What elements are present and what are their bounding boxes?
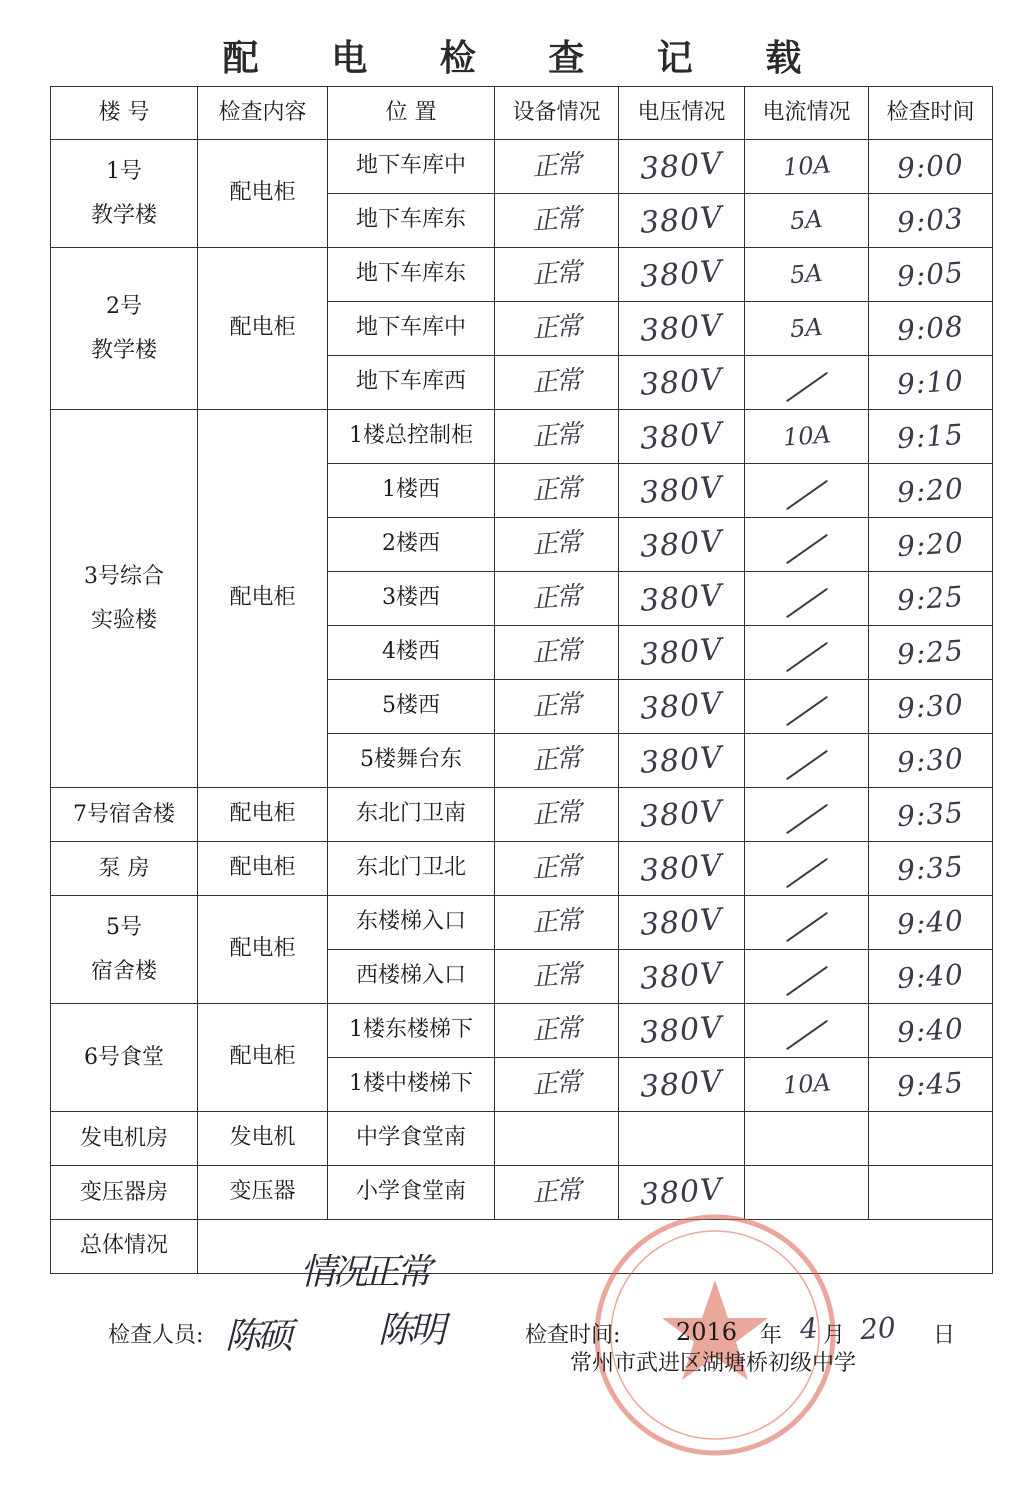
building-cell (51, 842, 198, 896)
location: 1楼西 (382, 477, 440, 503)
time-cell (869, 734, 993, 788)
equipment-cell (495, 194, 619, 248)
current-cell (745, 356, 869, 410)
building-cell (51, 896, 198, 1004)
time-cell (869, 626, 993, 680)
voltage-value: 380V (638, 685, 725, 727)
equipment-cell (495, 1004, 619, 1058)
location: 地下车库东 (355, 207, 466, 233)
building-cell (51, 1004, 198, 1112)
content-cell (198, 1112, 328, 1166)
location: 西楼梯入口 (355, 963, 466, 989)
check-time: 9:05 (895, 255, 965, 293)
building-name: 2号 教学楼 (90, 293, 157, 363)
current-dash (785, 372, 827, 402)
equipment-status: 正常 (531, 257, 582, 291)
location: 5楼西 (382, 693, 440, 719)
check-content: 配电柜 (229, 1044, 296, 1070)
location: 5楼舞台东 (360, 747, 462, 773)
voltage-value: 380V (638, 631, 725, 673)
table-header-row (51, 87, 993, 140)
building-name: 3号综合 实验楼 (84, 563, 164, 633)
equipment-status: 正常 (531, 1175, 582, 1209)
equipment-cell (495, 1112, 619, 1166)
voltage-value: 380V (638, 1171, 725, 1213)
header-building: 楼 号 (51, 87, 198, 140)
voltage-value: 380V (638, 955, 725, 997)
content-cell (198, 1166, 328, 1220)
location-cell (328, 626, 495, 680)
check-time: 9:40 (895, 1011, 965, 1049)
voltage-value: 380V (638, 307, 725, 349)
voltage-cell (619, 1058, 745, 1112)
check-time: 9:35 (895, 849, 965, 887)
check-time: 9:30 (895, 687, 965, 725)
location-cell (328, 1058, 495, 1112)
current-dash (785, 750, 827, 780)
current-dash (785, 966, 827, 996)
time-cell (869, 302, 993, 356)
location: 3楼西 (382, 585, 440, 611)
check-content: 配电柜 (229, 180, 296, 206)
location-cell (328, 194, 495, 248)
location: 地下车库中 (355, 315, 466, 341)
check-content: 配电柜 (229, 585, 296, 611)
current-dash (785, 696, 827, 726)
equipment-status: 正常 (531, 905, 582, 939)
location: 1楼东楼梯下 (349, 1017, 473, 1043)
equipment-cell (495, 410, 619, 464)
equipment-status: 正常 (531, 689, 582, 723)
inspection-table (50, 86, 993, 1274)
current-value: 10A (781, 1068, 832, 1100)
current-cell (745, 842, 869, 896)
header-location: 位 置 (328, 87, 495, 140)
check-time: 9:03 (895, 201, 965, 239)
overall-label-cell (51, 1220, 198, 1274)
building-name: 5号 宿舍楼 (90, 914, 157, 984)
table-row (51, 140, 993, 194)
day-unit: 日 (933, 1323, 956, 1348)
voltage-cell (619, 734, 745, 788)
voltage-cell (619, 518, 745, 572)
check-time: 9:40 (895, 903, 965, 941)
equipment-status: 正常 (531, 419, 582, 453)
header-time: 检查时间 (869, 87, 993, 140)
date-month: 4 (798, 1311, 819, 1346)
current-cell (745, 1058, 869, 1112)
table-row (51, 1166, 993, 1220)
equipment-cell (495, 896, 619, 950)
voltage-cell (619, 842, 745, 896)
location: 2楼西 (382, 531, 440, 557)
current-dash (785, 480, 827, 510)
check-time: 9:10 (895, 363, 965, 401)
year-unit: 年 (760, 1323, 783, 1348)
current-dash (785, 1020, 827, 1050)
equipment-status: 正常 (531, 635, 582, 669)
equipment-status: 正常 (531, 149, 582, 183)
equipment-cell (495, 356, 619, 410)
header-content: 检查内容 (198, 87, 328, 140)
footer (0, 1310, 1024, 1376)
current-value: 5A (789, 312, 824, 343)
location-cell (328, 356, 495, 410)
check-content: 配电柜 (229, 936, 296, 962)
check-time: 9:00 (895, 147, 965, 185)
inspector-signature-2: 陈明 (378, 1310, 443, 1351)
location: 中学食堂南 (355, 1125, 466, 1151)
voltage-cell (619, 302, 745, 356)
check-time: 9:25 (895, 579, 965, 617)
current-cell (745, 140, 869, 194)
location-cell (328, 1112, 495, 1166)
current-cell (745, 1112, 869, 1166)
voltage-value: 380V (638, 523, 725, 565)
voltage-cell (619, 950, 745, 1004)
table-row (51, 788, 993, 842)
building-cell (51, 1112, 198, 1166)
overall-row (51, 1220, 993, 1274)
check-time: 9:20 (895, 471, 965, 509)
current-cell (745, 896, 869, 950)
location-cell (328, 950, 495, 1004)
location-cell (328, 680, 495, 734)
building-cell (51, 140, 198, 248)
voltage-value: 380V (638, 415, 725, 457)
voltage-value: 380V (638, 901, 725, 943)
voltage-value: 380V (638, 793, 725, 835)
voltage-cell (619, 194, 745, 248)
time-cell (869, 140, 993, 194)
time-cell (869, 464, 993, 518)
check-time: 9:08 (895, 309, 965, 347)
time-cell (869, 518, 993, 572)
current-cell (745, 410, 869, 464)
current-dash (785, 588, 827, 618)
location-cell (328, 302, 495, 356)
voltage-cell (619, 1004, 745, 1058)
inspector-signature-1: 陈硕 (225, 1316, 290, 1357)
header-equipment: 设备情况 (495, 87, 619, 140)
voltage-value: 380V (638, 361, 725, 403)
current-cell (745, 572, 869, 626)
current-dash (785, 804, 827, 834)
time-cell (869, 1058, 993, 1112)
location: 东北门卫南 (355, 801, 466, 827)
equipment-status: 正常 (531, 797, 582, 831)
content-cell (198, 896, 328, 1004)
voltage-cell (619, 572, 745, 626)
building-name: 变压器房 (79, 1179, 168, 1205)
inspector-label: 检查人员: (108, 1323, 204, 1348)
equipment-cell (495, 626, 619, 680)
location-cell (328, 572, 495, 626)
voltage-cell (619, 680, 745, 734)
content-cell (198, 842, 328, 896)
current-cell (745, 734, 869, 788)
content-cell (198, 1004, 328, 1112)
voltage-cell (619, 464, 745, 518)
current-dash (785, 534, 827, 564)
time-cell (869, 248, 993, 302)
time-cell (869, 1112, 993, 1166)
equipment-status: 正常 (531, 527, 582, 561)
location: 1楼总控制柜 (349, 423, 473, 449)
equipment-cell (495, 842, 619, 896)
voltage-cell (619, 788, 745, 842)
location: 小学食堂南 (355, 1179, 466, 1205)
current-dash (785, 858, 827, 888)
equipment-status: 正常 (531, 851, 582, 885)
check-time: 9:25 (895, 633, 965, 671)
school-name: 常州市武进区湖塘桥初级中学 (570, 1351, 857, 1376)
table-row (51, 1112, 993, 1166)
check-time: 9:20 (895, 525, 965, 563)
date-day: 20 (858, 1310, 897, 1347)
building-cell (51, 248, 198, 410)
voltage-value: 380V (638, 1063, 725, 1105)
equipment-status: 正常 (531, 473, 582, 507)
content-cell (198, 410, 328, 788)
table-row (51, 842, 993, 896)
overall-signature (300, 1244, 428, 1295)
location-cell (328, 896, 495, 950)
time-cell (869, 1166, 993, 1220)
current-cell (745, 680, 869, 734)
location: 1楼中楼梯下 (349, 1071, 473, 1097)
voltage-value: 380V (638, 577, 725, 619)
current-value: 5A (789, 258, 824, 289)
time-cell (869, 194, 993, 248)
equipment-cell (495, 950, 619, 1004)
voltage-value: 380V (638, 145, 725, 187)
voltage-value: 380V (638, 469, 725, 511)
date-label: 检查时间: (525, 1323, 621, 1348)
voltage-value: 380V (638, 739, 725, 781)
time-cell (869, 1004, 993, 1058)
content-cell (198, 248, 328, 410)
location-cell (328, 140, 495, 194)
current-cell (745, 248, 869, 302)
time-cell (869, 896, 993, 950)
check-time: 9:35 (895, 795, 965, 833)
location: 东楼梯入口 (355, 909, 466, 935)
current-value: 5A (789, 204, 824, 235)
equipment-status: 正常 (531, 365, 582, 399)
equipment-cell (495, 248, 619, 302)
building-name: 发电机房 (79, 1125, 168, 1151)
equipment-status: 正常 (531, 1067, 582, 1101)
table-row (51, 248, 993, 302)
current-cell (745, 518, 869, 572)
overall-value: 情况正常 (300, 1252, 429, 1293)
voltage-cell (619, 896, 745, 950)
voltage-value: 380V (638, 847, 725, 889)
current-cell (745, 788, 869, 842)
time-cell (869, 572, 993, 626)
time-cell (869, 788, 993, 842)
equipment-cell (495, 302, 619, 356)
building-name: 泵 房 (98, 855, 150, 881)
equipment-status: 正常 (531, 1013, 582, 1047)
check-content: 配电柜 (229, 315, 296, 341)
check-content: 配电柜 (229, 855, 296, 881)
equipment-status: 正常 (531, 959, 582, 993)
overall-label: 总体情况 (79, 1233, 168, 1259)
equipment-status: 正常 (531, 203, 582, 237)
equipment-cell (495, 734, 619, 788)
location-cell (328, 410, 495, 464)
location-cell (328, 1166, 495, 1220)
current-cell (745, 302, 869, 356)
building-cell (51, 788, 198, 842)
content-cell (198, 140, 328, 248)
time-cell (869, 410, 993, 464)
location-cell (328, 734, 495, 788)
current-cell (745, 950, 869, 1004)
equipment-cell (495, 788, 619, 842)
month-unit: 月 (823, 1323, 846, 1348)
voltage-cell (619, 248, 745, 302)
check-content: 配电柜 (229, 801, 296, 827)
voltage-value: 380V (638, 253, 725, 295)
equipment-status: 正常 (531, 311, 582, 345)
header-voltage: 电压情况 (619, 87, 745, 140)
voltage-cell (619, 410, 745, 464)
check-time: 9:40 (895, 957, 965, 995)
table-row (51, 410, 993, 464)
building-name: 6号食堂 (84, 1044, 164, 1070)
time-cell (869, 842, 993, 896)
voltage-cell (619, 356, 745, 410)
building-name: 7号宿舍楼 (73, 801, 175, 827)
equipment-status: 正常 (531, 581, 582, 615)
location: 地下车库东 (355, 261, 466, 287)
equipment-cell (495, 464, 619, 518)
current-value: 10A (781, 150, 832, 182)
check-time: 9:30 (895, 741, 965, 779)
check-time: 9:15 (895, 417, 965, 455)
voltage-value: 380V (638, 1009, 725, 1051)
time-cell (869, 356, 993, 410)
location-cell (328, 788, 495, 842)
location: 地下车库中 (355, 153, 466, 179)
check-time: 9:45 (895, 1065, 965, 1103)
current-cell (745, 1004, 869, 1058)
current-dash (785, 642, 827, 672)
location-cell (328, 1004, 495, 1058)
equipment-cell (495, 572, 619, 626)
table-row (51, 896, 993, 950)
location: 地下车库西 (355, 369, 466, 395)
check-content: 变压器 (229, 1179, 296, 1205)
location-cell (328, 842, 495, 896)
location-cell (328, 248, 495, 302)
current-cell (745, 626, 869, 680)
voltage-cell (619, 1112, 745, 1166)
header-current: 电流情况 (745, 87, 869, 140)
equipment-cell (495, 518, 619, 572)
location-cell (328, 518, 495, 572)
building-name: 1号 教学楼 (90, 158, 157, 228)
voltage-cell (619, 140, 745, 194)
page-title: 配 电 检 查 记 载 (222, 38, 832, 79)
current-cell (745, 194, 869, 248)
equipment-cell (495, 680, 619, 734)
table-row (51, 1004, 993, 1058)
location: 4楼西 (382, 639, 440, 665)
time-cell (869, 680, 993, 734)
time-cell (869, 950, 993, 1004)
current-value: 10A (781, 420, 832, 452)
content-cell (198, 788, 328, 842)
date-year: 2016 (676, 1318, 738, 1346)
building-cell (51, 1166, 198, 1220)
equipment-status: 正常 (531, 743, 582, 777)
location: 东北门卫北 (355, 855, 466, 881)
current-cell (745, 464, 869, 518)
check-content: 发电机 (229, 1125, 296, 1151)
voltage-cell (619, 626, 745, 680)
voltage-value: 380V (638, 199, 725, 241)
current-dash (785, 912, 827, 942)
location-cell (328, 464, 495, 518)
equipment-cell (495, 1058, 619, 1112)
building-cell (51, 410, 198, 788)
equipment-cell (495, 140, 619, 194)
